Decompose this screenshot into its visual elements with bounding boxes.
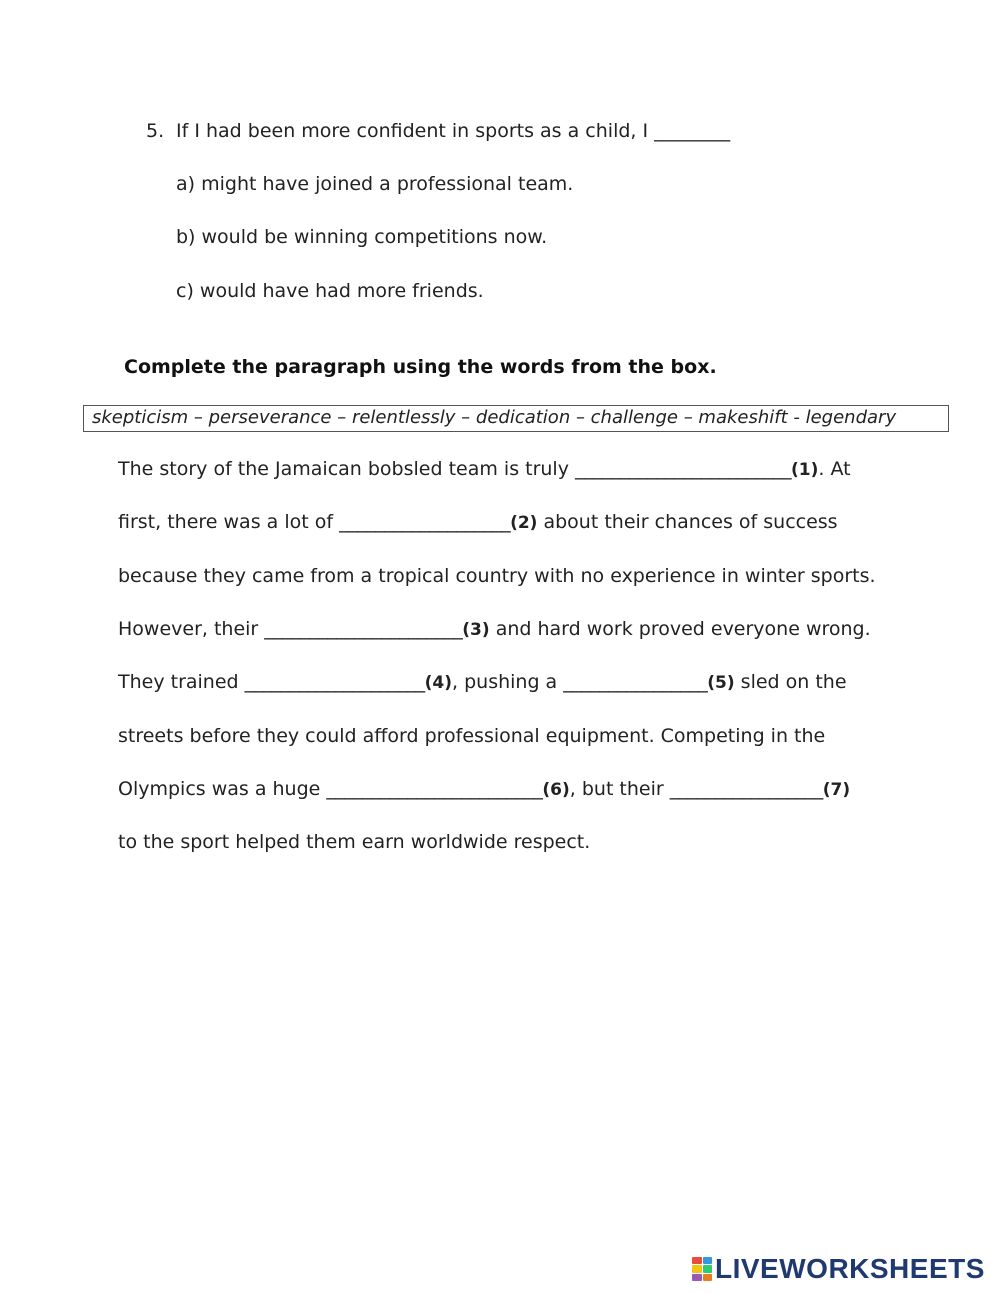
blank-number-4: (4) xyxy=(424,673,453,693)
word-bank-box: skepticism – perseverance – relentlessly – dedication – challenge – makeshift - legendary xyxy=(83,405,949,432)
question-number: 5. xyxy=(146,120,165,142)
option-c[interactable]: c) would have had more friends. xyxy=(176,280,484,302)
text-segment: and hard work proved everyone wrong. xyxy=(489,618,871,640)
logo-block xyxy=(692,1274,702,1281)
blank-number-6: (6) xyxy=(542,780,570,800)
question-stem: If I had been more confident in sports as a child, I ________ xyxy=(176,120,731,142)
text-segment: , pushing a xyxy=(452,671,564,693)
text-segment: The story of the Jamaican bobsled team is truly xyxy=(118,458,575,480)
blank-number-2: (2) xyxy=(510,513,538,533)
text-segment: , but their xyxy=(569,778,670,800)
blank-4[interactable]: ____________________ xyxy=(244,671,425,693)
paragraph-line-3: because they came from a tropical country with no experience in winter sports. xyxy=(118,565,876,587)
logo-block xyxy=(692,1265,702,1272)
text-segment: They trained xyxy=(118,671,245,693)
blank-7[interactable]: _________________ xyxy=(669,778,823,800)
blank-number-1: (1) xyxy=(791,460,819,480)
paragraph-line-6: streets before they could afford professional equipment. Competing in the xyxy=(118,725,826,747)
blank-number-7: (7) xyxy=(822,780,851,800)
text-segment: Olympics was a huge xyxy=(118,778,327,800)
logo-block xyxy=(703,1265,713,1272)
text-segment: . At xyxy=(818,458,851,480)
paragraph-line-8: to the sport helped them earn worldwide respect. xyxy=(118,831,591,853)
paragraph-line-5 xyxy=(118,671,847,693)
paragraph-line-4 xyxy=(118,618,871,640)
paragraph-line-1 xyxy=(118,458,851,480)
liveworksheets-logo-icon xyxy=(692,1257,712,1281)
liveworksheets-logo xyxy=(692,1255,985,1283)
logo-text: LIVEWORKSHEETS xyxy=(715,1253,985,1284)
option-a[interactable]: a) might have joined a professional team. xyxy=(176,173,574,195)
paragraph-line-2 xyxy=(118,511,838,533)
blank-1[interactable]: ________________________ xyxy=(575,458,791,480)
blank-number-3: (3) xyxy=(462,620,490,640)
logo-block xyxy=(703,1274,713,1281)
text-segment: about their chances of success xyxy=(537,511,838,533)
logo-block xyxy=(692,1257,702,1264)
paragraph-line-7 xyxy=(118,778,850,800)
blank-2[interactable]: ___________________ xyxy=(339,511,511,533)
option-b[interactable]: b) would be winning competitions now. xyxy=(176,226,548,248)
text-segment: sled on the xyxy=(734,671,847,693)
instruction-heading: Complete the paragraph using the words from the box. xyxy=(124,356,717,378)
text-segment: However, their xyxy=(118,618,265,640)
blank-6[interactable]: ________________________ xyxy=(326,778,543,800)
blank-5[interactable]: ________________ xyxy=(563,671,708,693)
text-segment: first, there was a lot of xyxy=(118,511,340,533)
blank-number-5: (5) xyxy=(707,673,735,693)
blank-3[interactable]: ______________________ xyxy=(264,618,463,640)
logo-block xyxy=(703,1257,713,1264)
